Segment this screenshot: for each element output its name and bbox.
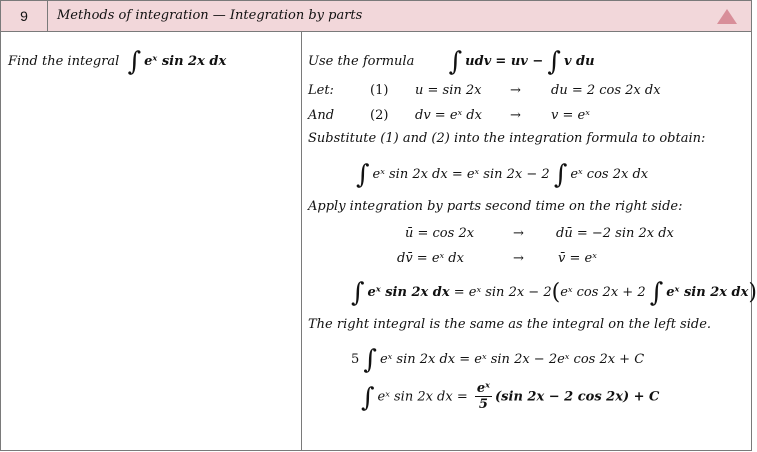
dubar: dū = −2 sin 2x dx bbox=[556, 226, 674, 241]
left-paren: ( bbox=[551, 280, 561, 305]
eq2-paren-integral: eˣ sin 2x dx bbox=[666, 285, 749, 300]
formula-line bbox=[308, 47, 595, 77]
let-du: du = 2 cos 2x dx bbox=[551, 83, 661, 98]
column-divider bbox=[301, 32, 302, 451]
eq4-numerator: eˣ bbox=[476, 381, 491, 396]
eq4-lhs: eˣ sin 2x dx = bbox=[377, 389, 468, 405]
eq3-body: eˣ sin 2x dx = eˣ sin 2x − 2eˣ cos 2x + C bbox=[379, 352, 645, 367]
eq3-coef: 5 bbox=[351, 352, 360, 367]
use-formula-text: Use the formula bbox=[308, 54, 415, 69]
vbar: v̄ = eˣ bbox=[558, 251, 597, 266]
header-row bbox=[1, 1, 751, 32]
integral-sign-icon: ∫ bbox=[649, 278, 664, 308]
let-number: (1) bbox=[370, 83, 389, 98]
eq4-fraction bbox=[475, 382, 492, 412]
eq4-denominator: 5 bbox=[478, 397, 488, 412]
eq1-rhs: eˣ cos 2x dx bbox=[570, 167, 649, 182]
problem-integrand: eˣ sin 2x dx bbox=[144, 54, 227, 69]
problem-statement bbox=[8, 47, 226, 77]
eq1-lhs: eˣ sin 2x dx = eˣ sin 2x − 2 bbox=[372, 167, 550, 182]
equation-2 bbox=[351, 278, 757, 308]
same-integral-text: The right integral is the same as the integral on the left side. bbox=[308, 317, 712, 332]
ubar: ū = cos 2x bbox=[405, 226, 475, 241]
and-dv: dv = eˣ dx bbox=[415, 108, 482, 123]
dvbar: dv̄ = eˣ dx bbox=[397, 251, 464, 266]
prompt-text: Find the integral bbox=[8, 54, 120, 69]
let-u: u = sin 2x bbox=[415, 83, 482, 98]
eq4-rhs: (sin 2x − 2 cos 2x) + C bbox=[495, 389, 660, 405]
equation-1 bbox=[356, 160, 648, 190]
apply-text: Apply integration by parts second time on the right side: bbox=[308, 199, 683, 214]
formula-rhs: v du bbox=[563, 54, 595, 69]
substitute-text: Substitute (1) and (2) into the integration formula to obtain: bbox=[308, 131, 706, 146]
equation-4 bbox=[361, 382, 659, 413]
integral-sign-icon: ∫ bbox=[361, 382, 375, 413]
eq2-paren-inner: eˣ cos 2x + 2 bbox=[560, 285, 646, 300]
and-number: (2) bbox=[370, 108, 389, 123]
dvbar-arrow-icon: → bbox=[513, 251, 524, 266]
problem-title: Methods of integration — Integration by parts bbox=[57, 8, 363, 23]
integral-sign-icon: ∫ bbox=[363, 345, 377, 375]
integral-sign-icon: ∫ bbox=[127, 47, 142, 77]
equation-3 bbox=[351, 345, 644, 375]
and-label: And bbox=[308, 108, 335, 123]
integral-sign-icon: ∫ bbox=[351, 278, 365, 308]
integral-sign-icon: ∫ bbox=[356, 160, 370, 190]
eq2-mid: = eˣ sin 2x − 2 bbox=[453, 285, 552, 300]
and-arrow-icon: → bbox=[510, 108, 521, 123]
formula-eq: = uv − bbox=[495, 54, 544, 69]
integral-sign-icon: ∫ bbox=[553, 160, 568, 190]
problem-number: 9 bbox=[1, 1, 48, 31]
formula-lhs: udv bbox=[465, 54, 492, 69]
integral-sign-icon: ∫ bbox=[547, 47, 561, 77]
and-v: v = eˣ bbox=[551, 108, 590, 123]
ubar-arrow-icon: → bbox=[513, 226, 524, 241]
let-arrow-icon: → bbox=[510, 83, 521, 98]
integral-sign-icon: ∫ bbox=[448, 47, 463, 77]
eq2-lhs: eˣ sin 2x dx bbox=[367, 285, 450, 300]
collapse-triangle-icon[interactable] bbox=[717, 9, 737, 24]
let-label: Let: bbox=[308, 83, 334, 98]
right-paren: ) bbox=[748, 280, 757, 305]
